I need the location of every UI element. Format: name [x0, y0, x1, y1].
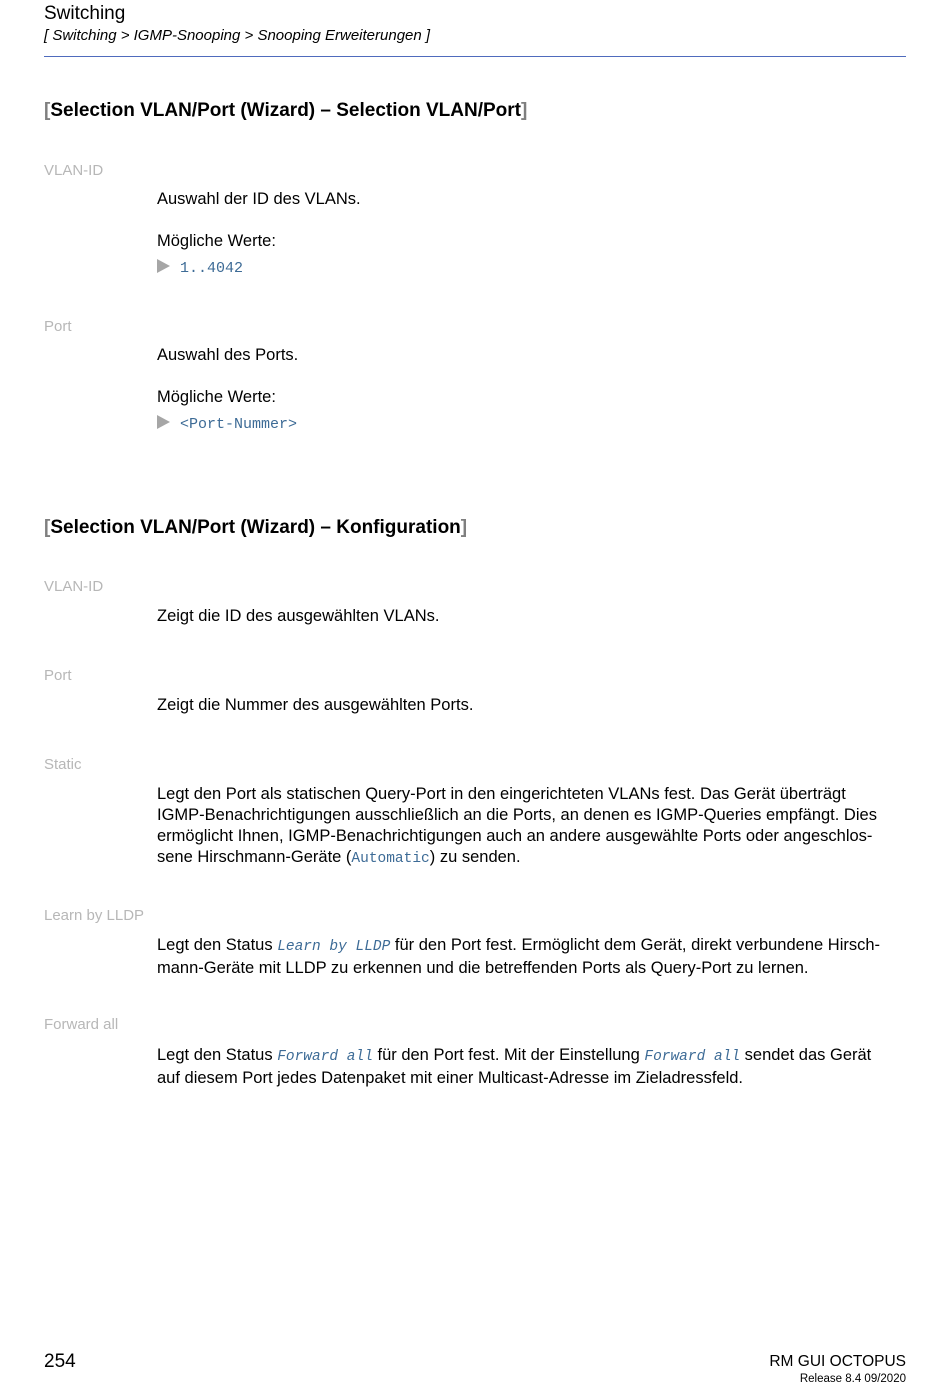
- code-value: Automatic: [351, 851, 430, 867]
- description-line: [157, 1045, 909, 1068]
- param-label-vlan-id: VLAN-ID: [44, 578, 104, 595]
- heading-bracket-open: [: [44, 100, 51, 121]
- param-label-forward-all: Forward all: [44, 1016, 119, 1033]
- text-fragment: Legt den Status: [157, 1046, 278, 1064]
- param-description-forward-all: [157, 1045, 909, 1089]
- section-heading-konfiguration: [44, 517, 467, 539]
- text-fragment: Legt den Status: [157, 936, 278, 954]
- value-text: 1..4042: [180, 260, 244, 277]
- footer-document-title: RM GUI OCTOPUS: [769, 1353, 906, 1370]
- param-label-learn-by-lldp: Learn by LLDP: [44, 907, 145, 924]
- param-description-learn-by-lldp: [157, 935, 909, 979]
- code-value: Forward all: [644, 1049, 741, 1065]
- page-number: 254: [44, 1351, 76, 1372]
- bullet-triangle-icon: [157, 259, 170, 273]
- code-value: Learn by LLDP: [277, 939, 391, 955]
- code-value: Forward all: [277, 1049, 373, 1065]
- param-description: Auswahl des Ports.: [157, 346, 299, 364]
- description-line: [157, 847, 909, 870]
- text-fragment: für den Port fest. Mit der Einstellung: [372, 1046, 645, 1064]
- text-fragment: sene Hirschmann-Geräte (: [157, 848, 352, 866]
- param-description: Zeigt die ID des ausgewählten VLANs.: [157, 607, 440, 625]
- heading-text: Selection VLAN/Port (Wizard) – Selection VLAN/Port: [50, 100, 521, 121]
- text-fragment: ) zu senden.: [429, 848, 521, 866]
- heading-bracket-close: ]: [460, 517, 468, 538]
- description-line: ermöglicht Ihnen, IGMP-Benachrichtigungen auch an andere ausgewählte Ports oder angeschlos-: [157, 827, 873, 845]
- chapter-title: Switching: [44, 3, 126, 24]
- description-line: mann-Geräte mit LLDP zu erkennen und die betreffenden Ports als Query-Port zu lernen.: [157, 959, 809, 977]
- heading-bracket-close: ]: [521, 100, 528, 121]
- description-line: auf diesem Port jedes Datenpaket mit einer Multicast-Adresse im Zieladressfeld.: [157, 1069, 743, 1087]
- param-label-vlan-id: VLAN-ID: [44, 162, 104, 179]
- param-description-static: [157, 784, 909, 870]
- bullet-triangle-icon: [157, 415, 170, 429]
- param-label-port: Port: [44, 667, 72, 684]
- footer-release: Release 8.4 09/2020: [799, 1373, 906, 1385]
- heading-text: Selection VLAN/Port (Wizard) – Konfiguration: [50, 517, 461, 538]
- description-line: Legt den Port als statischen Query-Port in den eingerichteten VLANs fest. Das Gerät überträgt: [157, 785, 846, 803]
- text-fragment: sendet das Gerät: [740, 1046, 872, 1064]
- value-text: <Port-Nummer>: [180, 416, 298, 433]
- param-label-port: Port: [44, 318, 72, 335]
- possible-values-label: Mögliche Werte:: [157, 388, 276, 406]
- param-description: Auswahl der ID des VLANs.: [157, 190, 361, 208]
- section-heading-selection: [44, 100, 527, 122]
- value-list-item: [157, 259, 243, 279]
- description-line: [157, 935, 909, 958]
- description-line: IGMP-Benachrichtigungen ausschließlich an die Ports, an denen es IGMP-Queries empfängt. Dies: [157, 806, 877, 824]
- param-label-static: Static: [44, 756, 82, 773]
- header-divider: [44, 56, 906, 57]
- param-description: Zeigt die Nummer des ausgewählten Ports.: [157, 696, 474, 714]
- heading-bracket-open: [: [44, 517, 51, 538]
- possible-values-label: Mögliche Werte:: [157, 232, 276, 250]
- breadcrumb: [ Switching > IGMP-Snooping > Snooping Erweiterungen ]: [44, 27, 431, 44]
- value-list-item: [157, 415, 297, 435]
- text-fragment: für den Port fest. Ermöglicht dem Gerät, direkt verbundene Hirsch-: [390, 936, 881, 954]
